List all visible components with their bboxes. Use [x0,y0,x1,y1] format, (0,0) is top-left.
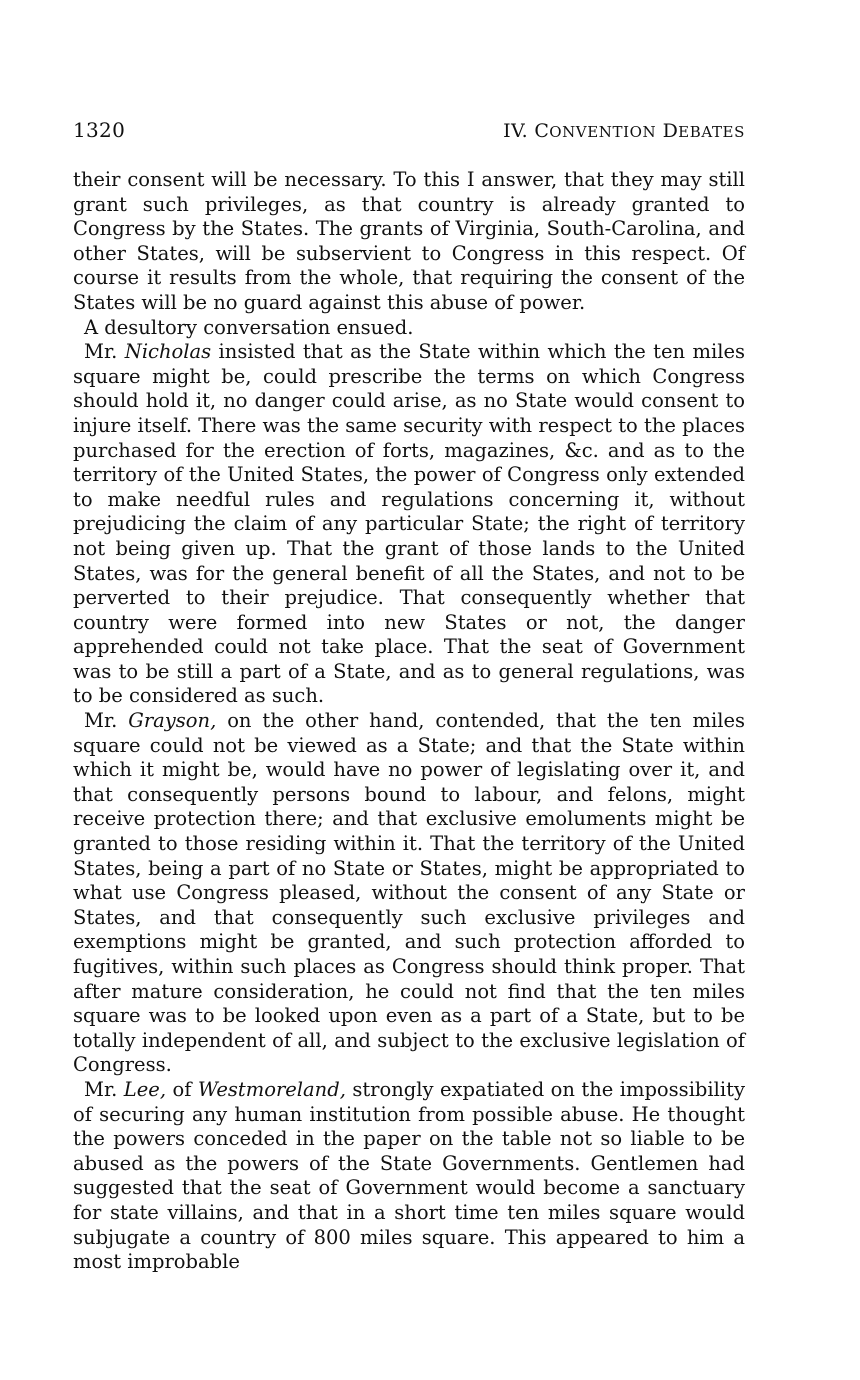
section-title: IV. CONVENTION DEBATES [503,120,745,142]
paragraph-grayson: Mr. Grayson, on the other hand, contended, that the ten miles square could not be viewed as a State; and that the State within which it might be, would have no power of legislating over it, and that consequently persons bound to labour, and felons, might receive protection there; and that exclusive emoluments might be granted to those residing within it. That the territory of the United States, being a part of no State or States, might be appropriated to what use Congress pleased, without the consent of any State or States, and that consequently such exclusive privileges and exemptions might be granted, and such protection afforded to fugitives, within such places as Congress should think proper. That after mature consideration, he could not find that the ten miles square was to be looked upon even as a part of a State, but to be totally independent of all, and subject to the exclusive legislation of Congress. [73,709,746,1077]
page-number: 1320 [73,118,126,142]
document-page [73,118,745,1275]
running-head [73,118,745,152]
speaker-place: Westmoreland, [197,1077,346,1101]
speaker-name: Lee, [123,1077,167,1101]
paragraph-desultory: A desultory conversation ensued. [84,315,414,339]
speaker-name: Nicholas [124,340,212,364]
paragraph-nicholas: Mr. Nicholas insisted that as the State within which the ten miles square might be, could prescribe the terms on which Congress should hold it, no danger could arise, as no State would consent to injure itself. There was the same security with respect to the places purchased for the erection of forts, magazines, &c. and as to the territory of the United States, the power of Congress only extended to make needful rules and regulations concerning it, without prejudicing the claim of any particular State; the right of territory not being given up. That the grant of those lands to the United States, was for the general benefit of all the States, and not to be perverted to their prejudice. That consequently whether that country were formed into new States or not, the danger apprehended could not take place. That the seat of Government was to be still a part of a State, and as to general regulations, was to be considered as such. [73,340,745,708]
paragraph-lee: Mr. Lee, of Westmoreland, strongly expatiated on the impossibility of securing any human institution from possible abuse. He thought the powers conceded in the paper on the table not so liable to be abused as the powers of the State Governments. Gentlemen had suggested that the seat of Government would become a sanctuary for state villains, and that in a short time ten miles square would subjugate a country of 800 miles square. This appeared to him a most improbable [73,1077,745,1274]
paragraph-continued: their consent will be necessary. To this I answer, that they may still grant such privileges, as that country is already granted to Congress by the States. The grants of Virginia, South-Carolina, and other States, will be subservient to Congress in this respect. Of course it results from the whole, that requiring the consent of the States will be no guard against this abuse of power. [73,168,745,314]
body-text [73,168,745,1275]
speaker-name: Grayson, [128,709,217,733]
